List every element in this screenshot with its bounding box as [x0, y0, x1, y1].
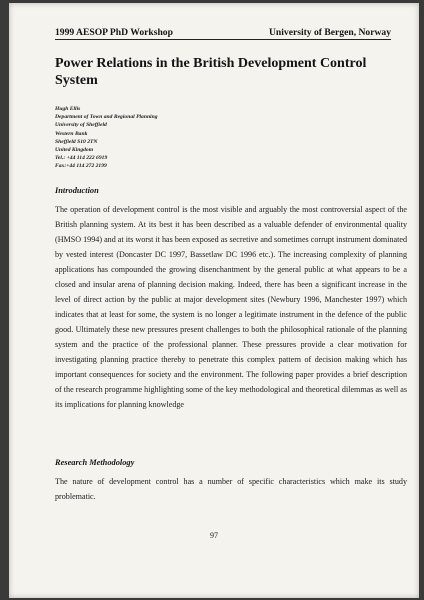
paragraph-introduction: The operation of development control is the most visible and arguably the most controversial aspect of the British planning system. At its best it has been described as a valuable defender of environmental quality (HMSO 1994) and at its worst it has been exposed as secretive and sometimes corrupt instrument dominated by vested interest (Doncaster DC 1997, Bassetlaw DC 1996 etc.). The increasing complexity of planning applications has compounded the growing disenchantment by the general public at what appears to be a closed and insular arena of planning decision making. Indeed, there has been a significant increase in the level of direct action by the public at major development sites (Newbury 1996, Manchester 1997) which indicates that at least for some, the system is no longer a legitimate instrument in the defence of the public good. Ultimately these new pressures present challenges to both the philosophical rationale of the planning system and the practice of the professional planner. These pressures provide a clear motivation for investigating planning practice thereby to penetrate this complex pattern of decision making which has important consequences for society and the environment. The following paper provides a brief description of the research programme highlighting some of the key methodological and theoretical dilemmas as well as its implications for planning knowledge [55, 205, 407, 409]
author-fax: Fax:+44 114 272 2199 [55, 163, 107, 170]
author-name: Hugh Ellis [55, 106, 81, 112]
header-workshop: 1999 AESOP PhD Workshop [55, 27, 173, 38]
section-heading-research-methodology: Research Methodology [55, 458, 135, 467]
header-university: University of Bergen, Norway [268, 27, 391, 38]
author-department: Department of Town and Regional Planning [55, 114, 158, 121]
author-city: Sheffield S10 2TN [55, 138, 98, 145]
author-block [55, 105, 255, 171]
paper-title: Power Relations in the British Development Control System [55, 56, 367, 88]
page-number: 97 [210, 531, 218, 540]
section-heading-introduction: Introduction [55, 186, 99, 195]
author-university: University of Sheffield [55, 122, 107, 129]
author-street: Western Bank [55, 130, 88, 137]
paragraph-research-methodology: The nature of development control has a number of specific characteristics which make its study problematic. [55, 477, 407, 501]
author-telephone: Tel.: +44 114 222 6919 [55, 155, 108, 162]
author-country: United Kingdom [55, 147, 94, 154]
document-page [9, 3, 419, 598]
running-header [55, 27, 391, 40]
